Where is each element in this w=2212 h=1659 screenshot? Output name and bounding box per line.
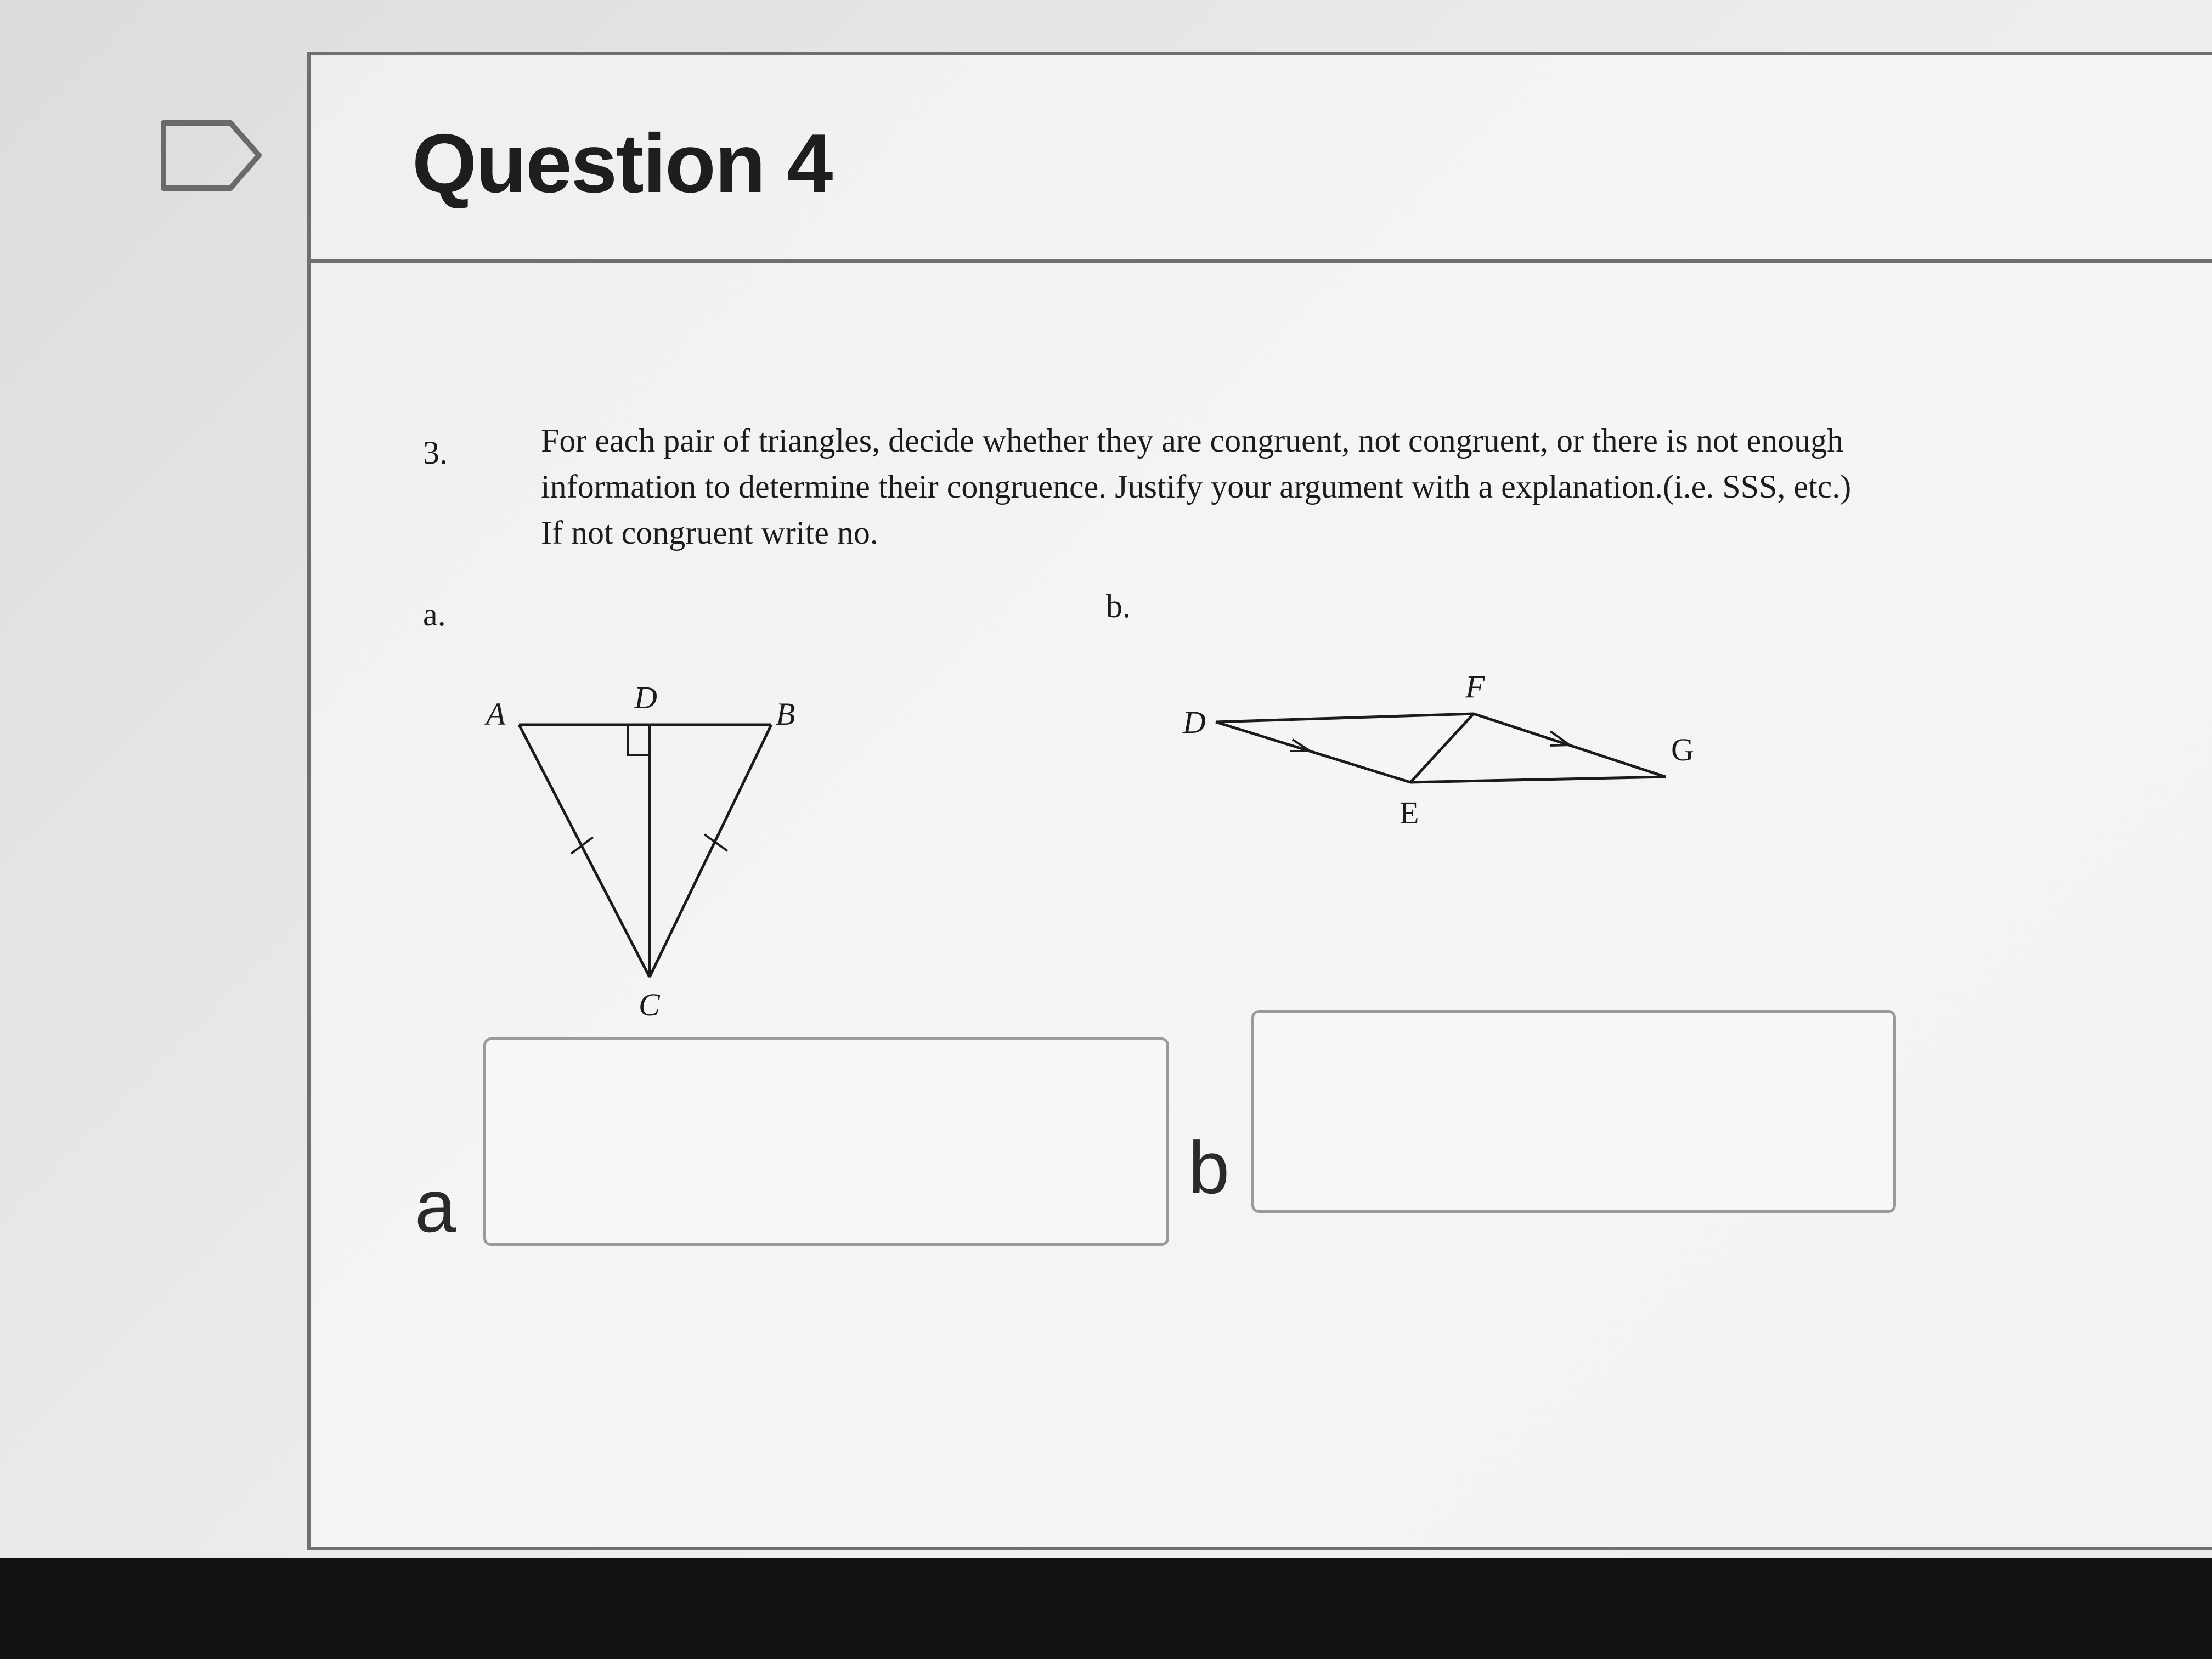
flag-icon [159,119,263,193]
figure-b-triangles [1166,637,1726,845]
vertex-d-label-b: D [1183,704,1206,740]
vertex-a-label: A [486,696,506,732]
question-card [307,52,2212,1550]
question-number: 3. [423,435,448,471]
flag-question-button[interactable] [159,119,263,193]
vertex-f-label: F [1465,669,1485,704]
vertex-c-label: C [639,987,660,1023]
question-title: Question 4 [412,117,832,210]
part-b-label: b. [1106,588,1131,624]
question-header [311,55,2212,263]
vertex-b-label: B [776,696,795,732]
vertex-g-label: G [1671,732,1694,768]
answer-b-label: b [1188,1126,1230,1209]
part-a-label: a. [423,596,446,633]
answer-a-input[interactable] [483,1037,1169,1246]
answer-b-field[interactable] [1265,1024,1884,1200]
vertex-d-label-a: D [634,680,657,715]
vertex-e-label: E [1400,795,1419,831]
answer-a-label: a [415,1165,456,1248]
monitor-bezel [0,1558,2212,1659]
answer-a-field[interactable] [497,1051,1158,1233]
answer-b-input[interactable] [1251,1010,1896,1213]
figure-a-triangle [475,637,795,1023]
tick-mark-ac [571,837,593,854]
question-text: For each pair of triangles, decide whether they are congruent, not congruent, or there is not enough information to determine their congruence. Justify your argument with a explanation.(i.e. SSS, etc.) If not congruent write no. [541,422,1852,551]
